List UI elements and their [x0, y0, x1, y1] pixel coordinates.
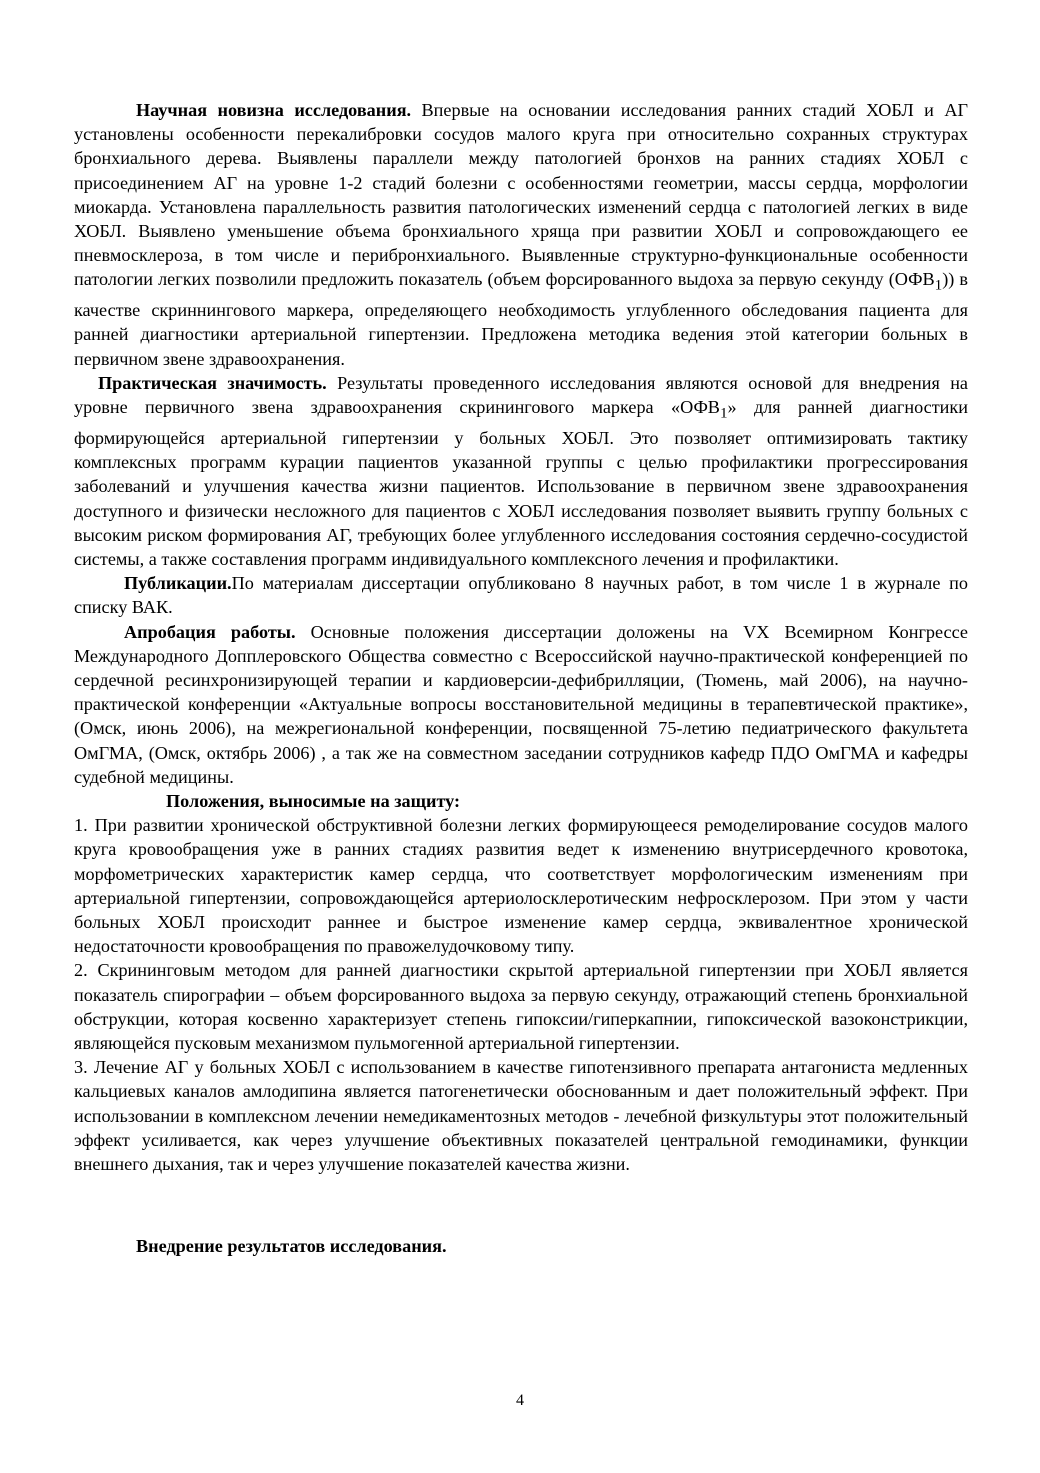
publications-text: По материалам диссертации опубликовано 8 научных работ, в том числе 1 в журнале по списку ВАК.: [74, 573, 968, 618]
novelty-subscript: 1: [934, 277, 943, 295]
implementation-heading: Внедрение результатов исследования.: [136, 1236, 447, 1257]
defense-item-3: 3. Лечение АГ у больных ХОБЛ с использованием в качестве гипотензивного препарата антагониста медленных кальциевых каналов амлодипина является патогенетически обоснованным и дает положительный эффект. При использовании в комплексном лечении немедикаментозных методов - лечебной физкультуры этот положительный эффект усиливается, как через улучшение объективных показателей центральной гемодинамики, функции внешнего дыхания, так и через улучшение показателей качества жизни.: [74, 1057, 968, 1175]
defense-item-1: 1. При развитии хронической обструктивной болезни легких формирующееся ремоделирование сосудов малого круга кровообращения уже в ранних стадиях развития ведет к изменению внутрисердечного кровотока, морфометрических характеристик камер сердца, что соответствует морфологическим изменениям при артериальной гипертензии, сопровождающейся артериолосклеротическим нефросклерозом. При этом у части больных ХОБЛ происходит раннее и быстрое изменение камер сердца, эквивалентное хронической недостаточности кровообращения по правожелудочковому типу.: [74, 815, 968, 957]
spacer: [74, 1176, 968, 1234]
novelty-text-a: Впервые на основании исследования ранних стадий ХОБЛ и АГ установлены особенности перекалибровки сосудов малого круга при относительно сохранных структурах бронхиального дерева. Выявлены параллели между патологией бронхов на ранних стадиях ХОБЛ с присоединением АГ на уровне 1-2 стадий болезни с особенностями геометрии, массы сердца, морфологии миокарда. Установлена параллельность развития патологических изменений сердца с патологией легких в виде ХОБЛ. Выявлено уменьшение объема бронхиального хряща при развитии ХОБЛ и сопровождающего ее пневмосклероза, в том числе и перибронхиального. Выявленные структурно-функциональные особенности патологии легких позволили предложить показатель (объем форсированного выдоха за первую секунду (ОФВ: [74, 100, 968, 290]
practical-subscript: 1: [719, 404, 728, 422]
practical-paragraph: [74, 371, 968, 571]
document-page: [74, 98, 968, 1258]
approbation-text: Основные положения диссертации доложены на VX Всемирном Конгрессе Международного Допплеровского Общества совместно с Всероссийской научно-практической конференцией по сердечной ресинхронизирующей терапии и кардиоверсии-дефибрилляции, (Тюмень, май 2006), на научно-практической конференции «Актуальные вопросы восстановительной медицины в терапевтической практике», (Омск, июнь 2006), на межрегиональной конференции, посвященной 75-летию педиатрического факультета ОмГМА, (Омск, октябрь 2006) , а так же на совместном заседании сотрудников кафедр ПДО ОмГМА и кафедры судебной медицины.: [74, 621, 968, 787]
approbation-heading: Апробация работы.: [124, 621, 296, 642]
publications-heading: Публикации.: [124, 573, 232, 594]
page-number: 4: [516, 1392, 524, 1409]
novelty-heading: Научная новизна исследования.: [136, 100, 412, 120]
practical-heading: Практическая значимость.: [98, 372, 327, 393]
practical-text-a: Результаты проведенного исследования являются основой для внедрения на уровне первичного звена здравоохранения скринингового маркера «ОФВ: [74, 372, 969, 418]
novelty-paragraph: [74, 98, 968, 371]
approbation-paragraph: [74, 620, 968, 789]
practical-text-b: » для ранней диагностики формирующейся артериальной гипертензии у больных ХОБЛ. Это позволяет оптимизировать тактику комплексных программ курации пациентов указанной группы с целью профилактики прогрессирования заболеваний и улучшения качества жизни пациентов. Использование в первичном звене здравоохранения доступного и физически несложного для пациентов с ХОБЛ исследования позволяет выявить группу больных с высоким риском формирования АГ, требующих более углубленного исследования состояния сердечно-сосудистой системы, а также составления программ индивидуального комплексного лечения и профилактики.: [74, 397, 968, 569]
novelty-text-b: )) в качестве скриннингового маркера, определяющего необходимость углубленного обследования пациента для ранней диагностики артериальной гипертензии. Предложена методика ведения этой категории больных в первичном звене здравоохранения.: [74, 269, 969, 369]
defense-heading: Положения, выносимые на защиту:: [166, 790, 461, 811]
publications-paragraph: [74, 571, 968, 619]
defense-item-2: 2. Скрининговым методом для ранней диагностики скрытой артериальной гипертензии при ХОБЛ является показатель спирографии – объем форсированного выдоха за первую секунду, отражающий степень бронхиальной обструкции, которая косвенно характеризует степень гипоксии/гиперкапнии, гипоксической вазоконстрикции, являющейся пусковым механизмом пульмогенной артериальной гипертензии.: [74, 960, 968, 1053]
